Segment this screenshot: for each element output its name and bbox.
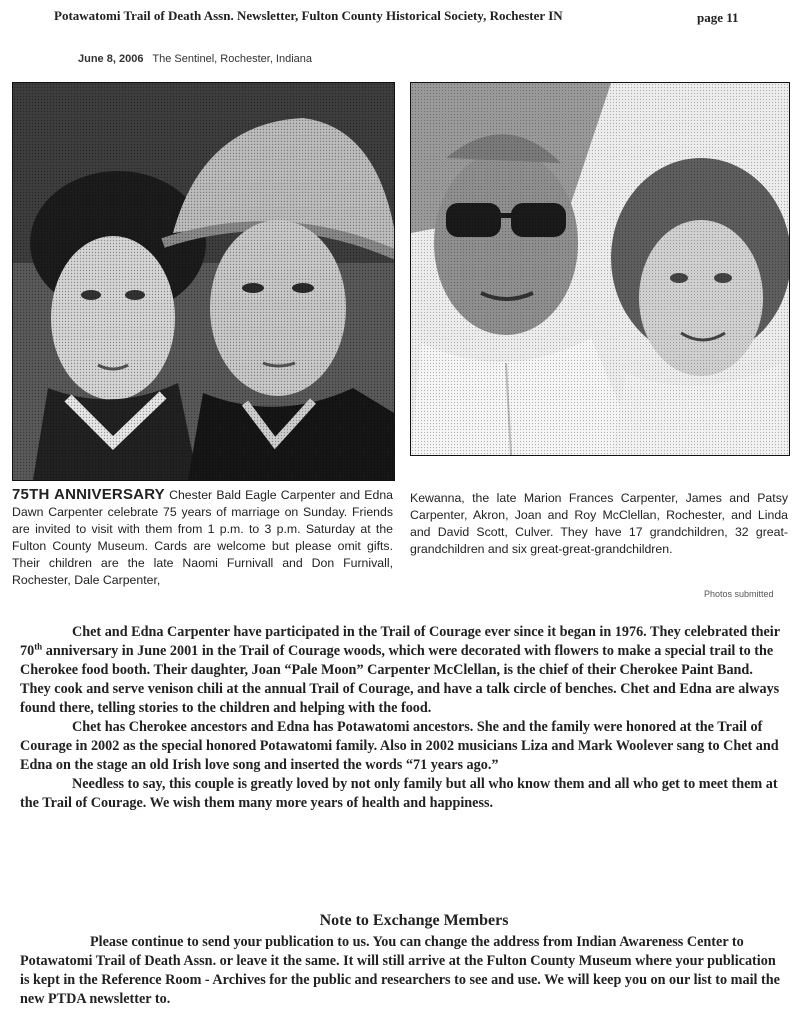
page-number: page 11 [697, 10, 739, 25]
ordinal-suffix: th [34, 641, 43, 652]
photo-elderly-couple-image [411, 83, 789, 455]
clipping-source: The Sentinel, Rochester, Indiana [152, 53, 313, 65]
photo-young-couple-image [13, 83, 394, 480]
article-p1-end: anniversary in June 2001 in the Trail of Courage woods, which were decorated with flowers to make a special trail to the Cherokee food booth. Their daughter, Joan “Pale Moon” Carpenter McClellan, is the chief of their Cherokee Paint Band. They cook and serve venison chili at the annual Trail of Courage, and have a talk circle of benches. Chet and Edna are always found there, telling stories to the children and helping with the food. [20, 643, 780, 716]
photo-credit: Photos submitted [704, 589, 774, 599]
article-paragraph: Needless to say, this couple is greatly loved by not only family but all who know them and all who get to meet them at the Trail of Courage. We wish them many more years of health and happiness. [20, 776, 778, 811]
clipping-dateline [78, 53, 312, 65]
photo-elderly-couple [410, 82, 790, 456]
note-text: Please continue to send your publication to us. You can change the address from Indian Awareness Center to Potawatomi Trail of Death Assn. or leave it the same. It will still arrive at the Fulton County Museum where your publication is kept in the Reference Room - Archives for the public and researchers to see and use. We will keep you on our list to mail the new PTDA newsletter to. [20, 934, 780, 1007]
photo-caption-right [410, 490, 788, 558]
newsletter-title: Potawatomi Trail of Death Assn. Newsletter, Fulton County Historical Society, Rochester IN [54, 8, 563, 23]
note-title: Note to Exchange Members [319, 912, 509, 929]
article-paragraph: Chet has Cherokee ancestors and Edna has Potawatomi ancestors. She and the family were honored at the Trail of Courage in 2002 as the special honored Potawatomi family. Also in 2002 musicians Liza and Mark Woolever sang to Chet and Edna on the stage an old Irish love song and inserted the words “71 years ago.” [20, 719, 779, 773]
caption-headline: 75TH ANNIVERSARY [12, 486, 165, 503]
newsletter-header [54, 8, 634, 24]
caption-text-right: Kewanna, the late Marion Frances Carpenter, James and Patsy Carpenter, Akron, Joan and Roy McClellan, Rochester, and Linda and David Scott, Culver. They have 17 grandchildren, 32 great-grandchildren and six great-great-grandchildren. [410, 491, 788, 556]
photo-young-couple [12, 82, 395, 481]
caption-text-left: Chester Bald Eagle Carpenter and Edna Dawn Carpenter celebrate 75 years of marriage on Sunday. Friends are invited to visit with them from 1 p.m. to 3 p.m. Saturday at the Fulton County Museum. Cards are welcome but please omit gifts. Their children are the late Naomi Furnivall and Don Furnivall, Rochester, Dale Carpenter, [12, 488, 394, 587]
clipping-date: June 8, 2006 [78, 53, 144, 65]
article-p1-start: Chet and Edna Carpenter have participated in the Trail of Courage ever since it began in 1976. They celebrated their 70 [20, 624, 780, 659]
photo-caption-left [12, 486, 393, 589]
article-paragraph [20, 623, 780, 718]
article-body [20, 623, 780, 813]
